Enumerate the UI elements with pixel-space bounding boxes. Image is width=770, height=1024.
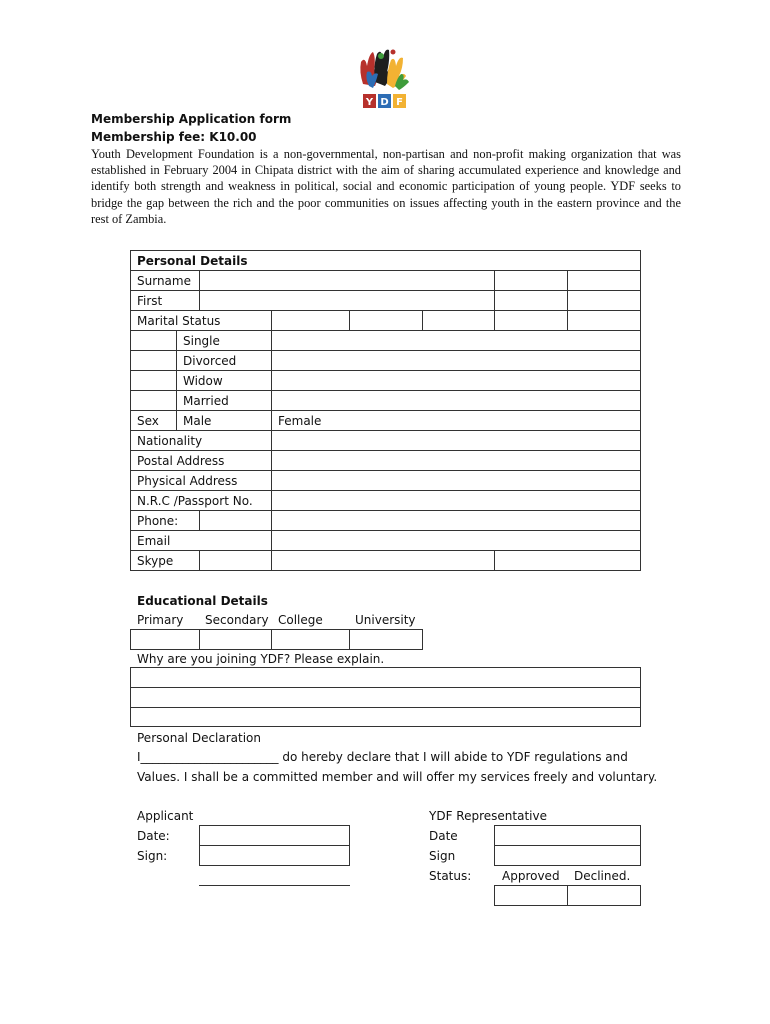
female-option: Female [278, 414, 322, 428]
why-joining-answer[interactable] [131, 668, 640, 726]
declaration-heading: Personal Declaration [137, 731, 262, 745]
status-label: Status: [429, 869, 472, 883]
applicant-date-field[interactable] [200, 826, 349, 845]
married-checkbox[interactable] [131, 391, 176, 410]
personal-details-heading: Personal Details [137, 254, 248, 268]
declaration-line-2: Values. I shall be a committed member and will offer my services freely and voluntary. [137, 770, 658, 784]
applicant-signature-line[interactable] [200, 866, 349, 885]
approved-checkbox[interactable] [495, 886, 567, 905]
intro-paragraph: Youth Development Foundation is a non-governmental, non-partisan and non-profit making organization that was established in February 2004 in Chipata district with the aim of sharing accumulated experience and knowledge and identify both strength and weakness in political, social and economic participation of young people. YDF seeks to bridge the gap between the rich and the poor communities on issues affecting youth in the eastern province and the rest of Zambia. [91, 147, 681, 226]
svg-text:D: D [380, 97, 389, 108]
skype-field[interactable] [272, 551, 494, 570]
divorced-option: Divorced [183, 354, 237, 368]
primary-label: Primary [137, 613, 184, 627]
widow-checkbox[interactable] [131, 371, 176, 390]
approved-label: Approved [502, 869, 560, 883]
representative-label: YDF Representative [429, 809, 547, 823]
form-title: Membership Application form [91, 112, 292, 126]
nationality-field[interactable] [272, 431, 640, 450]
secondary-label: Secondary [205, 613, 269, 627]
representative-sign-label: Sign [429, 849, 456, 863]
membership-fee: Membership fee: K10.00 [91, 130, 257, 144]
secondary-checkbox[interactable] [200, 630, 271, 649]
nrc-passport-label: N.R.C /Passport No. [137, 494, 253, 508]
applicant-sign-label: Sign: [137, 849, 168, 863]
postal-address-field[interactable] [272, 451, 640, 470]
skype-label: Skype [137, 554, 174, 568]
marital-status-label: Marital Status [137, 314, 221, 328]
widow-option: Widow [183, 374, 223, 388]
first-name-label: First [137, 294, 163, 308]
why-joining-question: Why are you joining YDF? Please explain. [137, 652, 385, 666]
applicant-date-label: Date: [137, 829, 170, 843]
declined-label: Declined. [574, 869, 631, 883]
svg-text:Y: Y [365, 97, 374, 108]
declaration-line-1: I_______________________ do hereby declare that I will abide to YDF regulations and [137, 750, 628, 764]
educational-details-heading: Educational Details [137, 594, 268, 608]
college-label: College [278, 613, 323, 627]
representative-date-label: Date [429, 829, 458, 843]
divorced-checkbox[interactable] [131, 351, 176, 370]
university-label: University [355, 613, 416, 627]
male-option: Male [183, 414, 212, 428]
single-option: Single [183, 334, 220, 348]
physical-address-field[interactable] [272, 471, 640, 490]
svg-text:F: F [396, 97, 403, 108]
phone-label: Phone: [137, 514, 179, 528]
married-option: Married [183, 394, 229, 408]
applicant-label: Applicant [137, 809, 194, 823]
email-field[interactable] [272, 531, 640, 550]
primary-checkbox[interactable] [131, 630, 199, 649]
surname-field[interactable] [200, 271, 494, 290]
college-checkbox[interactable] [272, 630, 349, 649]
representative-date-field[interactable] [495, 826, 640, 845]
single-checkbox[interactable] [131, 331, 176, 350]
nrc-passport-field[interactable] [272, 491, 640, 510]
applicant-sign-field[interactable] [200, 846, 349, 865]
postal-address-label: Postal Address [137, 454, 225, 468]
university-checkbox[interactable] [350, 630, 422, 649]
nationality-label: Nationality [137, 434, 203, 448]
physical-address-label: Physical Address [137, 474, 238, 488]
email-label: Email [137, 534, 171, 548]
first-name-field[interactable] [200, 291, 494, 310]
representative-sign-field[interactable] [495, 846, 640, 865]
sex-label: Sex [137, 414, 159, 428]
declined-checkbox[interactable] [568, 886, 640, 905]
surname-label: Surname [137, 274, 191, 288]
phone-field[interactable] [272, 511, 640, 530]
